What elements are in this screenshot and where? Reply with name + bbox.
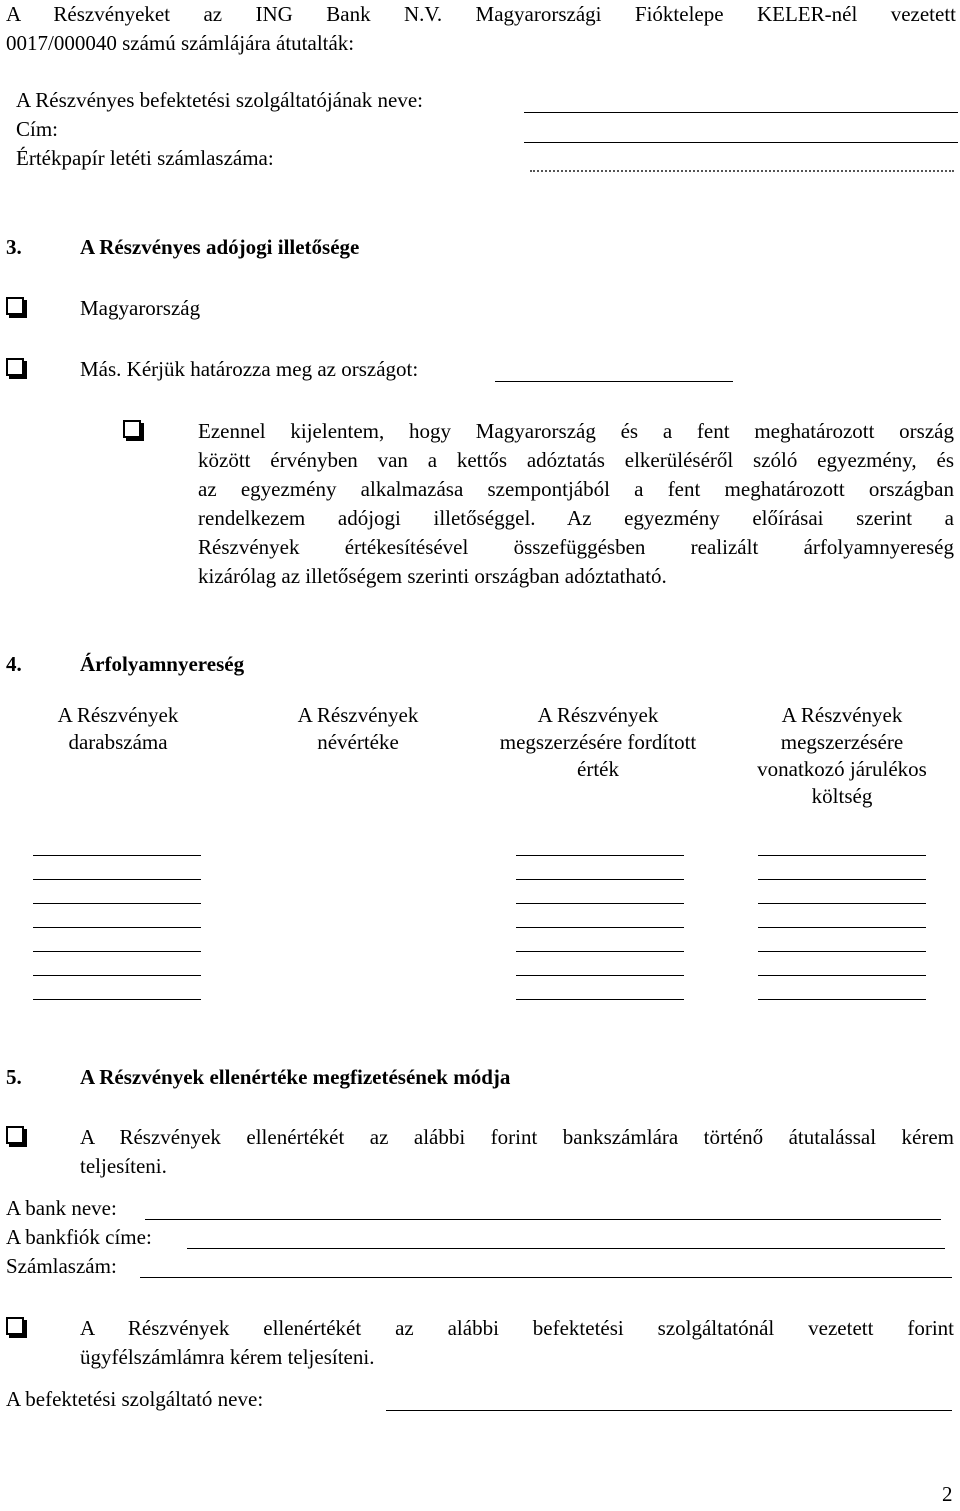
address-field[interactable]: [524, 142, 958, 143]
declaration-line: az egyezmény alkalmazása szempontjából a fent meghatározott országban: [198, 477, 954, 501]
quantity-field[interactable]: [33, 999, 201, 1000]
provider-name-field[interactable]: [386, 1410, 952, 1411]
column-header-quantity: A Részvények darabszáma: [57, 703, 179, 754]
checkbox-icon-declaration[interactable]: [123, 420, 141, 438]
transfer-line-1: A Részvényeket az ING Bank N.V. Magyarországi Fióktelepe KELER-nél vezetett: [6, 2, 956, 26]
quantity-field[interactable]: [33, 975, 201, 976]
option-client-account-line-1: A Részvények ellenértékét az alábbi befektetési szolgáltatónál vezetett forint: [80, 1316, 954, 1340]
transfer-line-2: 0017/000040 számú számlájára átutalták:: [6, 31, 355, 55]
declaration-line: Részvények értékesítésével összefüggésben realizált árfolyamnyereség: [198, 535, 954, 559]
acquisition-value-field[interactable]: [516, 855, 684, 856]
ancillary-cost-field[interactable]: [758, 975, 926, 976]
quantity-field[interactable]: [33, 855, 201, 856]
acquisition-value-field[interactable]: [516, 999, 684, 1000]
branch-address-label: A bankfiók címe:: [6, 1225, 152, 1249]
ancillary-cost-field[interactable]: [758, 855, 926, 856]
ancillary-cost-field[interactable]: [758, 927, 926, 928]
option-other-country-label: Más. Kérjük határozza meg az országot:: [80, 357, 419, 381]
quantity-field[interactable]: [33, 879, 201, 880]
section3-number: 3.: [6, 235, 22, 259]
quantity-field[interactable]: [33, 951, 201, 952]
other-country-field[interactable]: [495, 381, 733, 382]
section3-title: A Részvényes adójogi illetősége: [80, 235, 360, 259]
section4-number: 4.: [6, 652, 22, 676]
section5-title: A Részvények ellenértéke megfizetésének módja: [80, 1065, 511, 1089]
checkbox-icon-client-account[interactable]: [6, 1317, 24, 1335]
acquisition-value-field[interactable]: [516, 879, 684, 880]
column-header-ancillary-cost: A Részvények megszerzésére vonatkozó járulékos költség: [757, 703, 927, 808]
provider-name-label: A befektetési szolgáltató neve:: [6, 1387, 264, 1411]
declaration-line: között érvényben van a kettős adóztatás elkerüléséről szóló egyezmény, és: [198, 448, 954, 472]
quantity-field[interactable]: [33, 903, 201, 904]
ancillary-cost-field[interactable]: [758, 879, 926, 880]
declaration-line: kizárólag az illetőségem szerinti országban adóztatható.: [198, 564, 667, 588]
securities-account-label: Értékpapír letéti számlaszáma:: [16, 146, 274, 170]
section4-title: Árfolyamnyereség: [80, 652, 245, 676]
quantity-field[interactable]: [33, 927, 201, 928]
provider-label: A Részvényes befektetési szolgáltatójának neve:: [16, 88, 424, 112]
ancillary-cost-field[interactable]: [758, 903, 926, 904]
declaration-line: Ezennel kijelentem, hogy Magyarország és a fent meghatározott ország: [198, 419, 954, 443]
option-bank-transfer-line-1: A Részvények ellenértékét az alábbi forint bankszámlára történő átutalással kérem: [80, 1125, 954, 1149]
branch-address-field[interactable]: [187, 1248, 945, 1249]
ancillary-cost-field[interactable]: [758, 999, 926, 1000]
declaration-line: rendelkezem adójogi illetőséggel. Az egyezmény előírásai szerint a: [198, 506, 954, 530]
account-number-field[interactable]: [140, 1277, 952, 1278]
checkbox-icon-bank-transfer[interactable]: [6, 1126, 24, 1144]
securities-account-field[interactable]: [530, 170, 954, 172]
option-bank-transfer-line-2: teljesíteni.: [80, 1154, 167, 1178]
option-hungary-label: Magyarország: [80, 296, 201, 320]
page-number: 2: [942, 1482, 953, 1506]
address-label: Cím:: [16, 117, 59, 141]
ancillary-cost-field[interactable]: [758, 951, 926, 952]
declaration-text: [198, 417, 954, 591]
checkbox-icon-hungary[interactable]: [6, 297, 24, 315]
checkbox-icon-other-country[interactable]: [6, 358, 24, 376]
section5-number: 5.: [6, 1065, 22, 1089]
bank-name-label: A bank neve:: [6, 1196, 117, 1220]
column-header-acquisition-value: A Részvények megszerzésére fordított érték: [499, 703, 697, 781]
bank-name-field[interactable]: [145, 1219, 941, 1220]
option-client-account-line-2: ügyfélszámlámra kérem teljesíteni.: [80, 1345, 375, 1369]
acquisition-value-field[interactable]: [516, 927, 684, 928]
acquisition-value-field[interactable]: [516, 903, 684, 904]
provider-name-field[interactable]: [524, 112, 958, 113]
column-header-nominal-value: A Részvények névértéke: [297, 703, 419, 754]
account-number-label: Számlaszám:: [6, 1254, 117, 1278]
acquisition-value-field[interactable]: [516, 975, 684, 976]
acquisition-value-field[interactable]: [516, 951, 684, 952]
